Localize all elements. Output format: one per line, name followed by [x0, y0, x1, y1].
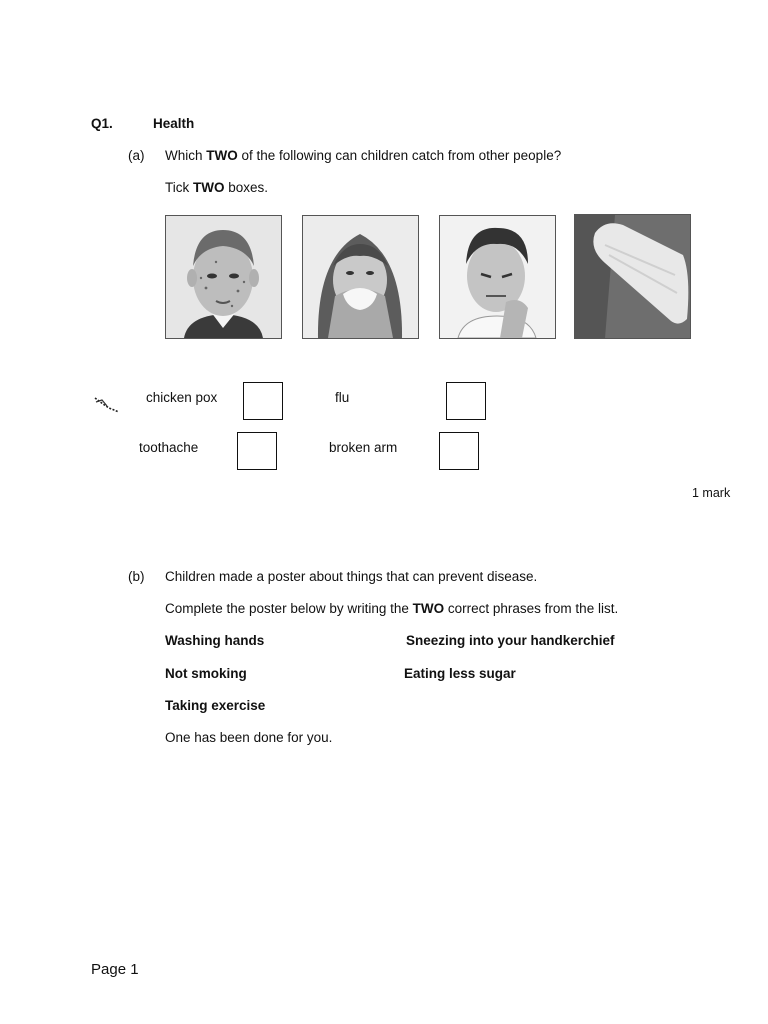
part-b-label: (b)	[128, 569, 145, 584]
option-label-chicken-pox: chicken pox	[146, 390, 218, 405]
girl-blowing-nose-photo	[302, 215, 419, 339]
tick-box-chicken-pox[interactable]	[243, 382, 283, 420]
arm-in-plaster-cast-photo	[574, 214, 691, 339]
phrase-not-smoking: Not smoking	[165, 666, 247, 681]
phrase-sneezing-into-handkerchief: Sneezing into your handkerchief	[406, 633, 615, 648]
part-b-instruction: Complete the poster below by writing the TWO correct phrases from the list.	[165, 601, 619, 616]
question-number: Q1.	[91, 116, 113, 131]
option-label-toothache: toothache	[139, 440, 199, 455]
phrase-washing-hands: Washing hands	[165, 633, 265, 648]
boy-holding-jaw-photo	[439, 215, 556, 339]
page-number: Page 1	[91, 961, 139, 978]
part-b-intro: Children made a poster about things that can prevent disease.	[165, 569, 538, 584]
boy-with-spots-photo	[165, 215, 282, 339]
tick-box-toothache[interactable]	[237, 432, 277, 470]
phrase-eating-less-sugar: Eating less sugar	[404, 666, 516, 681]
tick-box-flu[interactable]	[446, 382, 486, 420]
part-a-label: (a)	[128, 148, 145, 163]
part-a-question: Which TWO of the following can children catch from other people?	[165, 148, 562, 163]
option-label-flu: flu	[335, 390, 350, 405]
part-b-note: One has been done for you.	[165, 730, 333, 745]
part-a-instruction: Tick TWO boxes.	[165, 180, 269, 195]
mark-allocation: 1 mark	[692, 486, 731, 500]
tick-box-broken-arm[interactable]	[439, 432, 479, 470]
pencil-scribble-icon	[93, 394, 123, 416]
option-label-broken-arm: broken arm	[329, 440, 398, 455]
phrase-taking-exercise: Taking exercise	[165, 698, 266, 713]
question-title: Health	[153, 116, 195, 131]
